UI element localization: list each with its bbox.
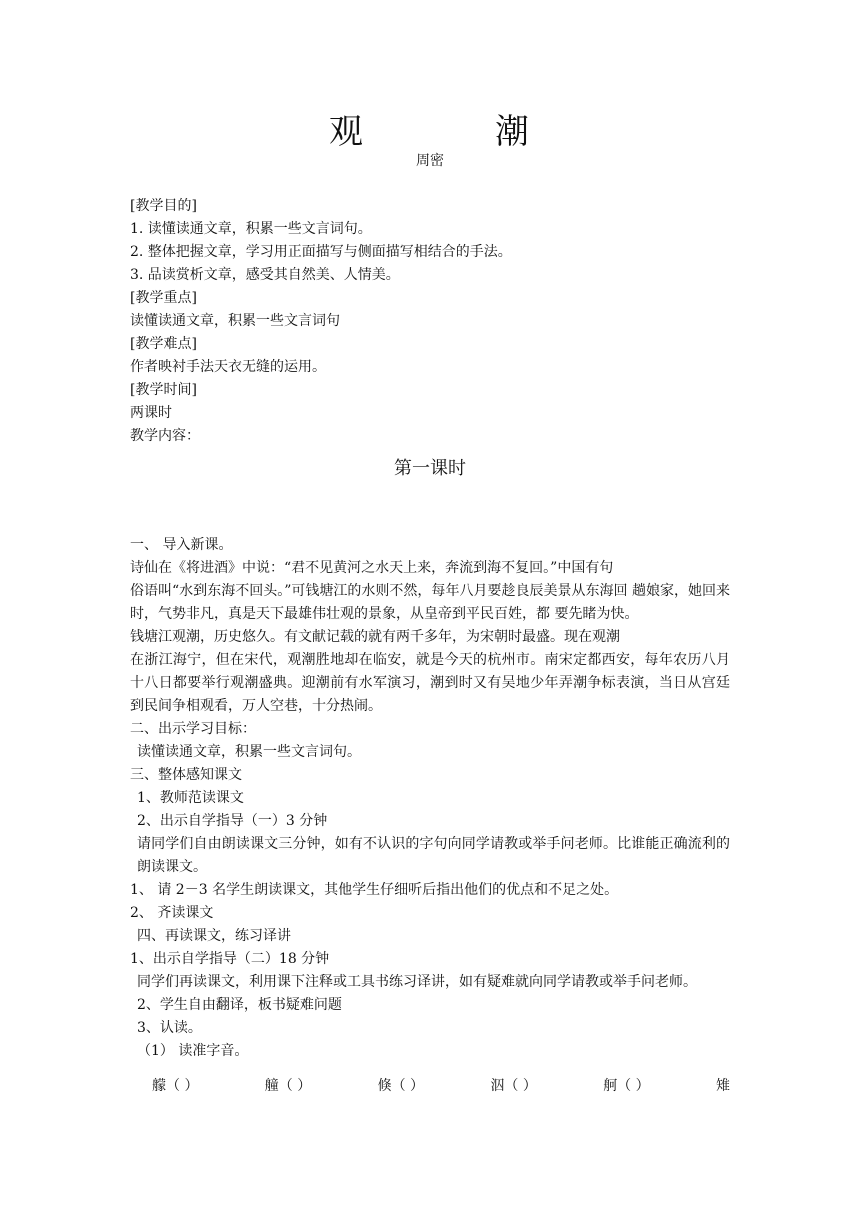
step-item: 1、 请 2－3 名学生朗读课文，其他学生仔细听后指出他们的优点和不足之处。 [130, 882, 619, 898]
difficulty-header: [教学难点] [130, 336, 197, 352]
lesson-plan-header [130, 195, 730, 448]
section-heading: 一、 导入新课。 [130, 537, 233, 553]
content-label: 教学内容： [130, 428, 200, 444]
section-heading: 二、出示学习目标： [130, 721, 256, 737]
paragraph-line: 诗仙在《将进酒》中说：“君不见黄河之水天上来，奔流到海不复回。”中国有句 [130, 560, 614, 576]
pronunciation-item: 舸（ ） [603, 1078, 650, 1094]
step-item: 2、 齐读课文 [130, 905, 214, 921]
lesson-title: 第一课时 [394, 458, 466, 479]
goal-text: 读懂读通文章，积累一些文言词句。 [137, 744, 361, 760]
pronunciation-item: 泅（ ） [490, 1078, 537, 1094]
section-heading: 四、再读课文，练习译讲 [137, 928, 291, 944]
section-heading: 三、整体感知课文 [130, 767, 242, 783]
objective-item: 3. 品读赏析文章，感受其自然美、人情美。 [130, 267, 400, 283]
pronunciation-item: 倏（ ） [377, 1078, 425, 1094]
objective-item: 2. 整体把握文章，学习用正面描写与侧面描写相结合的手法。 [130, 244, 512, 260]
objectives-header: [教学目的] [130, 198, 197, 214]
step-paragraph: 同学们再读课文，利用课下注释或工具书练习译讲，如有疑难就向同学请教或举手问老师。 [137, 974, 697, 990]
lesson-body [130, 534, 730, 1063]
time-text: 两课时 [130, 405, 172, 421]
time-header: [教学时间] [130, 382, 197, 398]
difficulty-text: 作者映衬手法天衣无缝的运用。 [130, 359, 326, 375]
pronunciation-row [152, 1075, 730, 1095]
pronunciation-item: 艨（ ） [152, 1078, 199, 1094]
step-item: 2、出示自学指导（一）3 分钟 [137, 813, 328, 829]
key-text: 读懂读通文章，积累一些文言词句 [130, 313, 340, 329]
step-item: 1、出示自学指导（二）18 分钟 [130, 951, 330, 967]
document-title [0, 104, 860, 153]
paragraph: 俗语叫“水到东海不回头。”可钱塘江的水则不然，每年八月要趁良辰美景从东海回 趟娘家，她回来时，气势非凡，真是天下最雄伟壮观的景象，从皇帝到平民百姓，都 要先睹为快。 [130, 583, 730, 622]
pronunciation-item: 雉 [715, 1078, 730, 1094]
step-item: （1） 读准字音。 [137, 1043, 249, 1059]
step-item: 2、学生自由翻译，板书疑难问题 [137, 997, 342, 1013]
title-char-1: 观 [329, 112, 365, 152]
paragraph-line: 钱塘江观潮，历史悠久。有文献记载的就有两千多年，为宋朝时最盛。现在观潮 [130, 629, 620, 645]
paragraph: 在浙江海宁，但在宋代，观潮胜地却在临安，就是今天的杭州市。南宋定都西安，每年农历八月十八日都要举行观潮盛典。迎潮前有水军演习，潮到时又有吴地少年弄潮争标表演，当日从宫廷到民间争相观看，万人空巷，十分热闹。 [130, 652, 730, 714]
step-item: 1、教师范读课文 [137, 790, 244, 806]
author: 周密 [416, 153, 444, 169]
title-char-2: 潮 [495, 112, 531, 152]
step-paragraph: 请同学们自由朗读课文三分钟，如有不认识的字句向同学请教或举手问老师。比谁能正确流利的朗读课文。 [137, 836, 730, 875]
step-item: 3、认读。 [137, 1020, 202, 1036]
key-header: [教学重点] [130, 290, 197, 306]
objective-item: 1. 读懂读通文章，积累一些文言词句。 [130, 221, 372, 237]
pronunciation-item: 艟（ ） [264, 1078, 312, 1094]
